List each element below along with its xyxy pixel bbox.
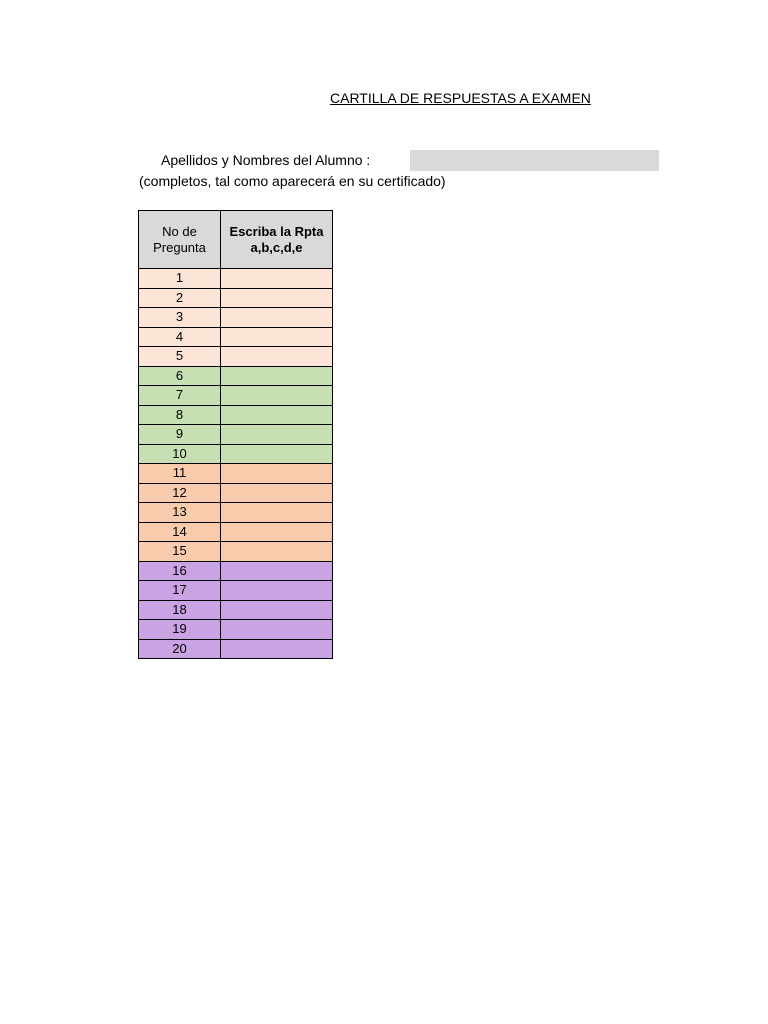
table-row	[139, 483, 333, 503]
question-number: 9	[139, 425, 221, 445]
table-row	[139, 522, 333, 542]
question-number: 7	[139, 386, 221, 406]
question-number: 2	[139, 288, 221, 308]
answer-input[interactable]	[221, 367, 332, 385]
answer-cell[interactable]	[221, 327, 333, 347]
question-number: 15	[139, 542, 221, 562]
table-row	[139, 347, 333, 367]
answer-cell[interactable]	[221, 581, 333, 601]
answer-input[interactable]	[221, 503, 332, 521]
answer-input[interactable]	[221, 640, 332, 658]
answer-input[interactable]	[221, 328, 332, 346]
question-number: 1	[139, 269, 221, 289]
student-name-label: Apellidos y Nombres del Alumno :	[161, 152, 371, 168]
answer-input[interactable]	[221, 406, 332, 424]
table-row	[139, 366, 333, 386]
answer-cell[interactable]	[221, 288, 333, 308]
table-row	[139, 464, 333, 484]
answer-cell[interactable]	[221, 405, 333, 425]
table-row	[139, 425, 333, 445]
answer-input[interactable]	[221, 601, 332, 619]
answer-input[interactable]	[221, 269, 332, 287]
question-number: 19	[139, 620, 221, 640]
answer-cell[interactable]	[221, 483, 333, 503]
table-row	[139, 269, 333, 289]
table-row	[139, 561, 333, 581]
answer-cell[interactable]	[221, 600, 333, 620]
answer-cell[interactable]	[221, 620, 333, 640]
question-number: 3	[139, 308, 221, 328]
question-number: 6	[139, 366, 221, 386]
table-row	[139, 386, 333, 406]
answer-input[interactable]	[221, 347, 332, 365]
student-name-field[interactable]	[410, 150, 659, 171]
question-number: 12	[139, 483, 221, 503]
table-row	[139, 327, 333, 347]
answer-input[interactable]	[221, 620, 332, 638]
answer-table-body	[139, 269, 333, 659]
answer-cell[interactable]	[221, 444, 333, 464]
question-number: 17	[139, 581, 221, 601]
table-row	[139, 308, 333, 328]
answer-input[interactable]	[221, 425, 332, 443]
question-number: 8	[139, 405, 221, 425]
question-number: 10	[139, 444, 221, 464]
answer-input[interactable]	[221, 484, 332, 502]
question-number: 18	[139, 600, 221, 620]
answer-input[interactable]	[221, 464, 332, 482]
table-row	[139, 542, 333, 562]
table-row	[139, 600, 333, 620]
answer-cell[interactable]	[221, 561, 333, 581]
answer-header-line1: Escriba la Rpta	[229, 223, 324, 239]
table-row	[139, 503, 333, 523]
answer-cell[interactable]	[221, 542, 333, 562]
answer-header-line2: a,b,c,d,e	[250, 239, 303, 255]
answer-header	[221, 211, 333, 269]
question-number: 20	[139, 639, 221, 659]
table-row	[139, 444, 333, 464]
answer-input[interactable]	[221, 308, 332, 326]
question-number: 4	[139, 327, 221, 347]
answer-table-header-row	[139, 211, 333, 269]
answer-input[interactable]	[221, 386, 332, 404]
question-number: 11	[139, 464, 221, 484]
answer-cell[interactable]	[221, 639, 333, 659]
answer-cell[interactable]	[221, 269, 333, 289]
answer-cell[interactable]	[221, 464, 333, 484]
question-number: 14	[139, 522, 221, 542]
answer-table	[138, 210, 333, 659]
table-row	[139, 405, 333, 425]
answer-input[interactable]	[221, 581, 332, 599]
question-number: 16	[139, 561, 221, 581]
answer-cell[interactable]	[221, 308, 333, 328]
answer-input[interactable]	[221, 523, 332, 541]
answer-input[interactable]	[221, 562, 332, 580]
question-number-header-line2: Pregunta	[153, 239, 206, 255]
answer-cell[interactable]	[221, 503, 333, 523]
table-row	[139, 620, 333, 640]
question-number-header	[139, 211, 221, 269]
answer-cell[interactable]	[221, 347, 333, 367]
table-row	[139, 639, 333, 659]
student-name-note: (completos, tal como aparecerá en su certificado)	[139, 173, 446, 189]
answer-cell[interactable]	[221, 522, 333, 542]
page-title: CARTILLA DE RESPUESTAS A EXAMEN	[330, 90, 591, 106]
answer-input[interactable]	[221, 289, 332, 307]
table-row	[139, 288, 333, 308]
answer-cell[interactable]	[221, 386, 333, 406]
answer-input[interactable]	[221, 445, 332, 463]
question-number: 13	[139, 503, 221, 523]
table-row	[139, 581, 333, 601]
answer-input[interactable]	[221, 542, 332, 560]
question-number-header-line1: No de	[162, 223, 197, 239]
answer-cell[interactable]	[221, 425, 333, 445]
question-number: 5	[139, 347, 221, 367]
answer-cell[interactable]	[221, 366, 333, 386]
